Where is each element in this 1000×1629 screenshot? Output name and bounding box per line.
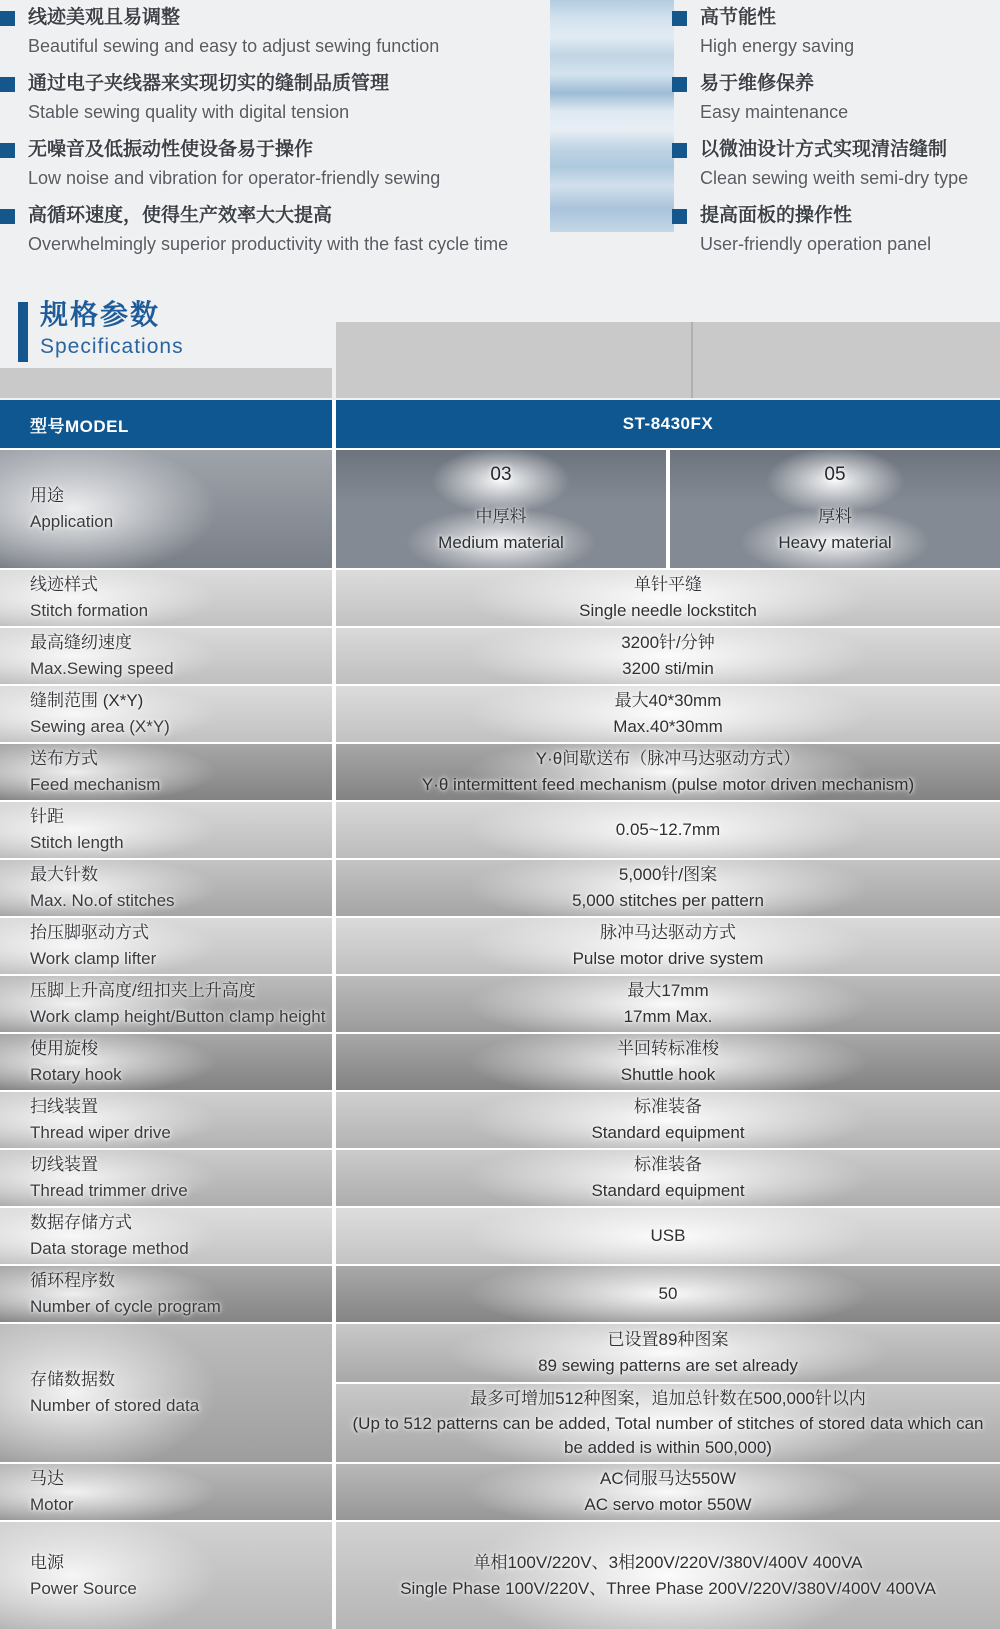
feature-zh: 无噪音及低振动性使设备易于操作 xyxy=(28,139,314,160)
feature-item xyxy=(672,202,1000,258)
option-zh: 厚料 xyxy=(818,507,852,526)
row-value: 0.05~12.7mm xyxy=(336,802,1000,858)
column-divider xyxy=(691,322,693,398)
stored-data-cell-preset: 已设置89种图案 89 sewing patterns are set already xyxy=(336,1324,1000,1382)
feature-en: Overwhelmingly superior productivity with the fast cycle time xyxy=(28,234,509,254)
row-label: 针距 Stitch length xyxy=(0,802,332,858)
table-row xyxy=(0,1034,1000,1090)
row-value: 5,000针/图案 5,000 stitches per pattern xyxy=(336,860,1000,916)
application-option-03 xyxy=(336,450,666,568)
feature-en: Low noise and vibration for operator-friendly sewing xyxy=(28,168,441,188)
row-value: 标准装备 Standard equipment xyxy=(336,1092,1000,1148)
table-row xyxy=(0,570,1000,626)
row-label xyxy=(0,450,332,568)
bullet-square-icon xyxy=(672,209,687,224)
feature-en: Easy maintenance xyxy=(700,102,849,122)
row-label-zh: 用途 xyxy=(30,486,64,505)
row-label: 使用旋梭 Rotary hook xyxy=(0,1034,332,1090)
row-value: 半回转标准梭 Shuttle hook xyxy=(336,1034,1000,1090)
table-row xyxy=(0,918,1000,974)
row-value: 脉冲马达驱动方式 Pulse motor drive system xyxy=(336,918,1000,974)
row-label: 缝制范围 (X*Y) Sewing area (X*Y) xyxy=(0,686,332,742)
option-code: 05 xyxy=(824,464,846,485)
bullet-square-icon xyxy=(0,11,15,26)
row-label: 线迹样式 Stitch formation xyxy=(0,570,332,626)
header-model-label: 型号MODEL xyxy=(0,400,332,448)
application-option-05 xyxy=(670,450,1000,568)
table-row xyxy=(0,1092,1000,1148)
row-value: 3200针/分钟 3200 sti/min xyxy=(336,628,1000,684)
feature-item xyxy=(672,136,1000,192)
row-label-en: Application xyxy=(30,512,114,531)
header-model-value: ST-8430FX xyxy=(336,400,1000,448)
feature-zh: 易于维修保养 xyxy=(700,73,815,94)
feature-zh: 以微油设计方式实现清洁缝制 xyxy=(700,139,948,160)
table-row xyxy=(0,686,1000,742)
row-label: 数据存储方式 Data storage method xyxy=(0,1208,332,1264)
table-row xyxy=(0,802,1000,858)
feature-en: Beautiful sewing and easy to adjust sewing function xyxy=(28,36,440,56)
row-label: 最大针数 Max. No.of stitches xyxy=(0,860,332,916)
bullet-square-icon xyxy=(672,77,687,92)
table-row xyxy=(0,860,1000,916)
feature-zh: 提高面板的操作性 xyxy=(700,205,853,226)
bullet-square-icon xyxy=(0,143,15,158)
bullet-square-icon xyxy=(0,77,15,92)
table-row xyxy=(0,1522,1000,1629)
decorative-blue-band xyxy=(550,0,674,232)
gray-strip-left xyxy=(0,368,332,398)
feature-list-right xyxy=(672,4,1000,268)
feature-zh: 高节能性 xyxy=(700,7,777,28)
application-options xyxy=(336,450,1000,568)
row-value: 最大40*30mm Max.40*30mm xyxy=(336,686,1000,742)
row-label: 切线装置 Thread trimmer drive xyxy=(0,1150,332,1206)
row-value: 标准装备 Standard equipment xyxy=(336,1150,1000,1206)
row-value: USB xyxy=(336,1208,1000,1264)
table-row xyxy=(0,1208,1000,1264)
feature-en: User-friendly operation panel xyxy=(700,234,932,254)
table-row xyxy=(0,1150,1000,1206)
option-en: Medium material xyxy=(438,533,564,552)
feature-item xyxy=(0,4,540,60)
stored-data-cell-addable: 最多可增加512种图案，追加总针数在500,000针以内 (Up to 512 patterns can be added, Total number of stitches of stored data which can be added is within 500,000) xyxy=(336,1384,1000,1462)
row-value: 单相100V/220V、3相200V/220V/380V/400V 400VA Single Phase 100V/220V、Three Phase 200V/220V/380V/400V 400VA xyxy=(336,1522,1000,1629)
feature-zh: 通过电子夹线器来实现切实的缝制品质管理 xyxy=(28,73,390,94)
row-label: 压脚上升高度/纽扣夹上升高度 Work clamp height/Button clamp height xyxy=(0,976,332,1032)
section-title-zh: 规格参数 xyxy=(40,299,161,330)
row-label: 最高缝纫速度 Max.Sewing speed xyxy=(0,628,332,684)
feature-list-left xyxy=(0,4,540,268)
bullet-square-icon xyxy=(0,209,15,224)
row-label: 电源 Power Source xyxy=(0,1522,332,1629)
feature-item xyxy=(672,70,1000,126)
title-accent-bar xyxy=(18,302,28,362)
feature-item xyxy=(0,202,540,258)
table-row xyxy=(0,1266,1000,1322)
feature-zh: 线迹美观且易调整 xyxy=(28,7,181,28)
row-label: 马达 Motor xyxy=(0,1464,332,1520)
stored-data-values xyxy=(336,1324,1000,1462)
table-row xyxy=(0,744,1000,800)
feature-en: High energy saving xyxy=(700,36,855,56)
spec-table xyxy=(0,400,1000,1629)
feature-item xyxy=(672,4,1000,60)
bullet-square-icon xyxy=(672,11,687,26)
feature-en: Clean sewing weith semi-dry type xyxy=(700,168,969,188)
table-row xyxy=(0,628,1000,684)
feature-item xyxy=(0,70,540,126)
table-row-stored-data xyxy=(0,1324,1000,1462)
feature-item xyxy=(0,136,540,192)
row-label: 扫线装置 Thread wiper drive xyxy=(0,1092,332,1148)
table-row-application xyxy=(0,450,1000,568)
section-title-en: Specifications xyxy=(40,335,184,358)
gray-strip-right xyxy=(336,322,1000,398)
table-row xyxy=(0,1464,1000,1520)
row-value: Y·θ间歇送布（脉冲马达驱动方式） Y·θ intermittent feed mechanism (pulse motor driven mechanism) xyxy=(336,744,1000,800)
table-row xyxy=(0,976,1000,1032)
row-label: 循环程序数 Number of cycle program xyxy=(0,1266,332,1322)
option-code: 03 xyxy=(490,464,512,485)
row-label: 抬压脚驱动方式 Work clamp lifter xyxy=(0,918,332,974)
option-en: Heavy material xyxy=(778,533,892,552)
option-zh: 中厚料 xyxy=(475,507,527,526)
row-value: 单针平缝 Single needle lockstitch xyxy=(336,570,1000,626)
table-header-row xyxy=(0,400,1000,448)
section-title xyxy=(18,298,184,362)
row-value: 50 xyxy=(336,1266,1000,1322)
row-label: 存储数据数 Number of stored data xyxy=(0,1324,332,1462)
row-label: 送布方式 Feed mechanism xyxy=(0,744,332,800)
row-value: 最大17mm 17mm Max. xyxy=(336,976,1000,1032)
feature-zh: 高循环速度，使得生产效率大大提高 xyxy=(28,205,333,226)
feature-en: Stable sewing quality with digital tension xyxy=(28,102,350,122)
row-value: AC伺服马达550W AC servo motor 550W xyxy=(336,1464,1000,1520)
bullet-square-icon xyxy=(672,143,687,158)
